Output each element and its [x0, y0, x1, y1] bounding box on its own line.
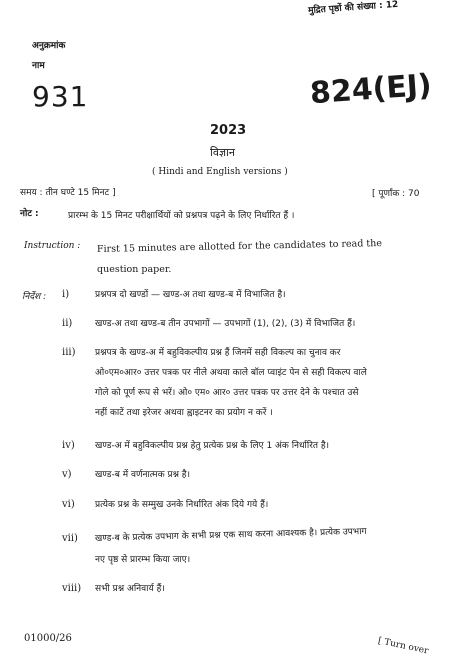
- paper-code-left: 931: [32, 80, 89, 113]
- roll-number-label: अनुक्रमांक: [32, 41, 66, 51]
- direction-line: खण्ड-अ में बहुविकल्पीय प्रश्न हेतु प्रत्येक प्रश्न के लिए 1 अंक निर्धारित है।: [95, 441, 330, 451]
- directions-label: निर्देश :: [22, 292, 47, 302]
- direction-line: प्रश्नपत्र दो खण्डों — खण्ड-अ तथा खण्ड-ब में विभाजित है।: [95, 290, 286, 300]
- instruction-line-1: First 15 minutes are allotted for the candidates to read the: [96, 238, 383, 255]
- direction-number: iv): [62, 440, 75, 451]
- direction-line: सभी प्रश्न अनिवार्य हैं।: [95, 584, 165, 594]
- direction-number: vii): [62, 533, 78, 544]
- direction-number: vi): [62, 499, 75, 510]
- direction-line: ओ०एम०आर० उत्तर पत्रक पर नीले अथवा काले बॉल प्वाइंट पेन से सही विकल्प वाले: [95, 368, 367, 378]
- footer-code: 01000/26: [24, 633, 72, 644]
- direction-number: ii): [62, 318, 73, 329]
- direction-line: प्रश्नपत्र के खण्ड-अ में बहुविकल्पीय प्रश्न हैं जिनमें सही विकल्प का चुनाव कर: [95, 348, 341, 358]
- direction-line: गोले को पूर्ण रूप से भरें। ओ० एम० आर० उत्तर पत्रक पर उत्तर देने के पश्चात उसे: [95, 388, 359, 398]
- direction-number: iii): [62, 347, 76, 358]
- paper-code-right: 824(EJ): [308, 67, 433, 112]
- exam-year: 2023: [210, 123, 247, 138]
- note-label: नोट :: [20, 209, 39, 219]
- instruction-label: Instruction :: [24, 241, 81, 251]
- direction-number: i): [62, 289, 70, 300]
- direction-line: प्रत्येक प्रश्न के सम्मुख उनके निर्धारित अंक दिये गये हैं।: [95, 500, 269, 510]
- direction-number: v): [62, 469, 72, 480]
- direction-number: viii): [62, 583, 82, 594]
- name-label: नाम: [32, 61, 45, 71]
- instruction-line-2: question paper.: [97, 264, 172, 275]
- printed-pages: मुद्रित पृष्ठों की संख्या : 12: [307, 0, 399, 17]
- turn-over: [ Turn over: [376, 636, 430, 657]
- time-allowed: समय : तीन घण्टे 15 मिनट ]: [20, 188, 116, 198]
- direction-line: खण्ड-ब के प्रत्येक उपभाग के सभी प्रश्न एक साथ करना आवश्यक है। प्रत्येक उपभाग: [94, 526, 367, 544]
- direction-line: खण्ड-ब में वर्णनात्मक प्रश्न है।: [95, 470, 190, 480]
- maximum-marks: [ पूर्णांक : 70: [372, 189, 420, 199]
- direction-line: नहीं काटें तथा इरेजर अथवा ह्वाइटनर का प्रयोग न करें ।: [95, 408, 273, 418]
- versions-note: ( Hindi and English versions ): [152, 167, 288, 177]
- note-text: प्रारम्भ के 15 मिनट परीक्षार्थियों को प्रश्नपत्र पढ़ने के लिए निर्धारित हैं ।: [68, 211, 295, 221]
- subject-title: विज्ञान: [210, 146, 235, 159]
- direction-line: नए पृष्ठ से प्रारम्भ किया जाए।: [95, 555, 191, 565]
- direction-line: खण्ड-अ तथा खण्ड-ब तीन उपभागों — उपभागों (1), (2), (3) में विभाजित हैं।: [95, 319, 356, 329]
